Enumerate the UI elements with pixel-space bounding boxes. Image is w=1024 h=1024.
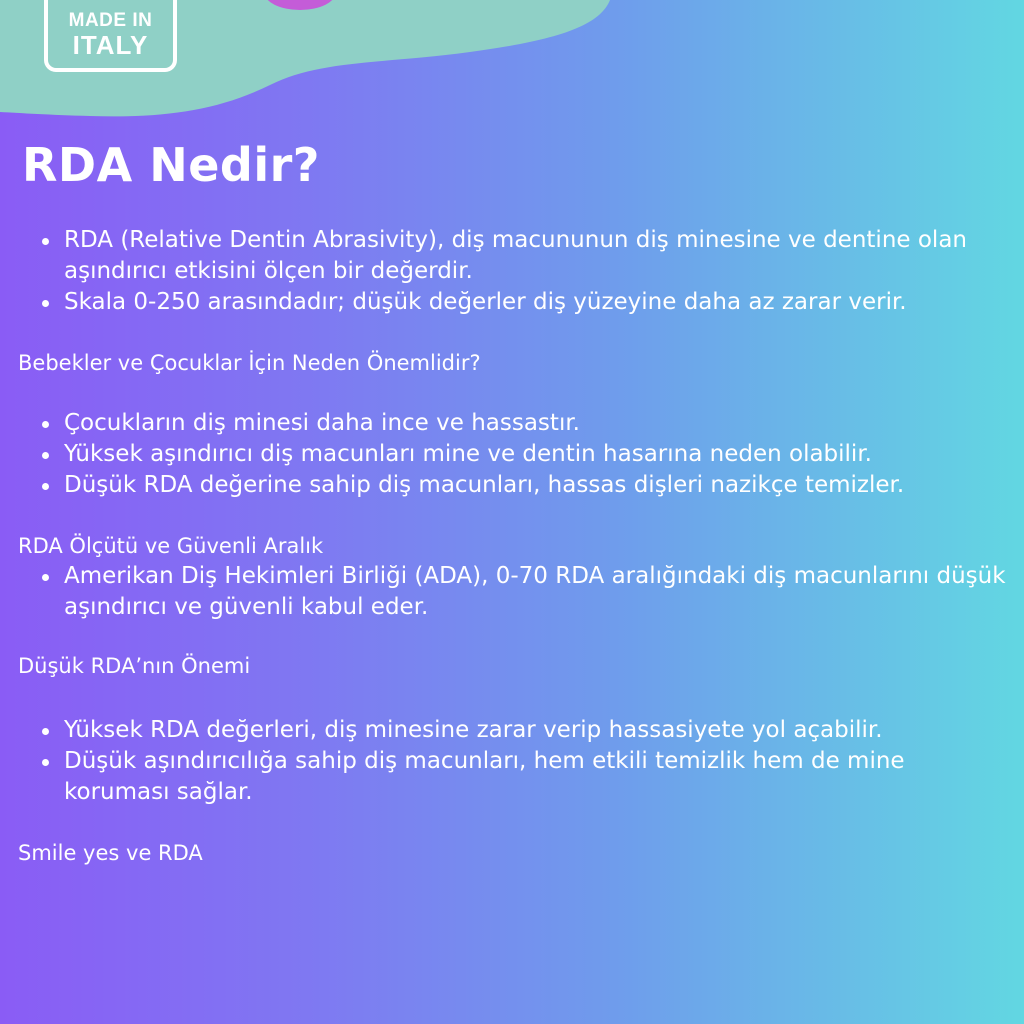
badge-line-2: ITALY — [72, 30, 149, 60]
list-item: RDA (Relative Dentin Abrasivity), diş macununun diş minesine ve dentine olan aşındırıcı etkisini ölçen bir değerdir. — [18, 225, 1008, 287]
low-rda-list — [18, 715, 1008, 808]
section-heading-importance: Bebekler ve Çocuklar İçin Neden Önemlidir? — [18, 351, 481, 375]
measure-list — [18, 561, 1008, 623]
intro-list — [18, 225, 1008, 318]
section-heading-low-rda: Düşük RDA’nın Önemi — [18, 654, 251, 678]
importance-list — [18, 408, 1008, 501]
list-item: Düşük RDA değerine sahip diş macunları, hassas dişleri nazikçe temizler. — [18, 470, 1008, 501]
badge-line-1: MADE IN — [68, 10, 153, 31]
made-in-italy-badge — [44, 0, 177, 72]
content — [18, 225, 1008, 868]
section-heading-smile-yes: Smile yes ve RDA — [18, 841, 203, 865]
section-heading-measure: RDA Ölçütü ve Güvenli Aralık — [18, 534, 324, 558]
list-item: Amerikan Diş Hekimleri Birliği (ADA), 0-70 RDA aralığındaki diş macunlarını düşük aşındırıcı ve güvenli kabul eder. — [18, 561, 1008, 623]
list-item: Yüksek aşındırıcı diş macunları mine ve dentin hasarına neden olabilir. — [18, 439, 1008, 470]
list-item: Yüksek RDA değerleri, diş minesine zarar verip hassasiyete yol açabilir. — [18, 715, 1008, 746]
list-item: Çocukların diş minesi daha ince ve hassastır. — [18, 408, 1008, 439]
page-title: RDA Nedir? — [22, 138, 320, 192]
list-item: Skala 0-250 arasındadır; düşük değerler diş yüzeyine daha az zarar verir. — [18, 287, 1008, 318]
list-item: Düşük aşındırıcılığa sahip diş macunları, hem etkili temizlik hem de mine koruması sağlar. — [18, 746, 1008, 808]
